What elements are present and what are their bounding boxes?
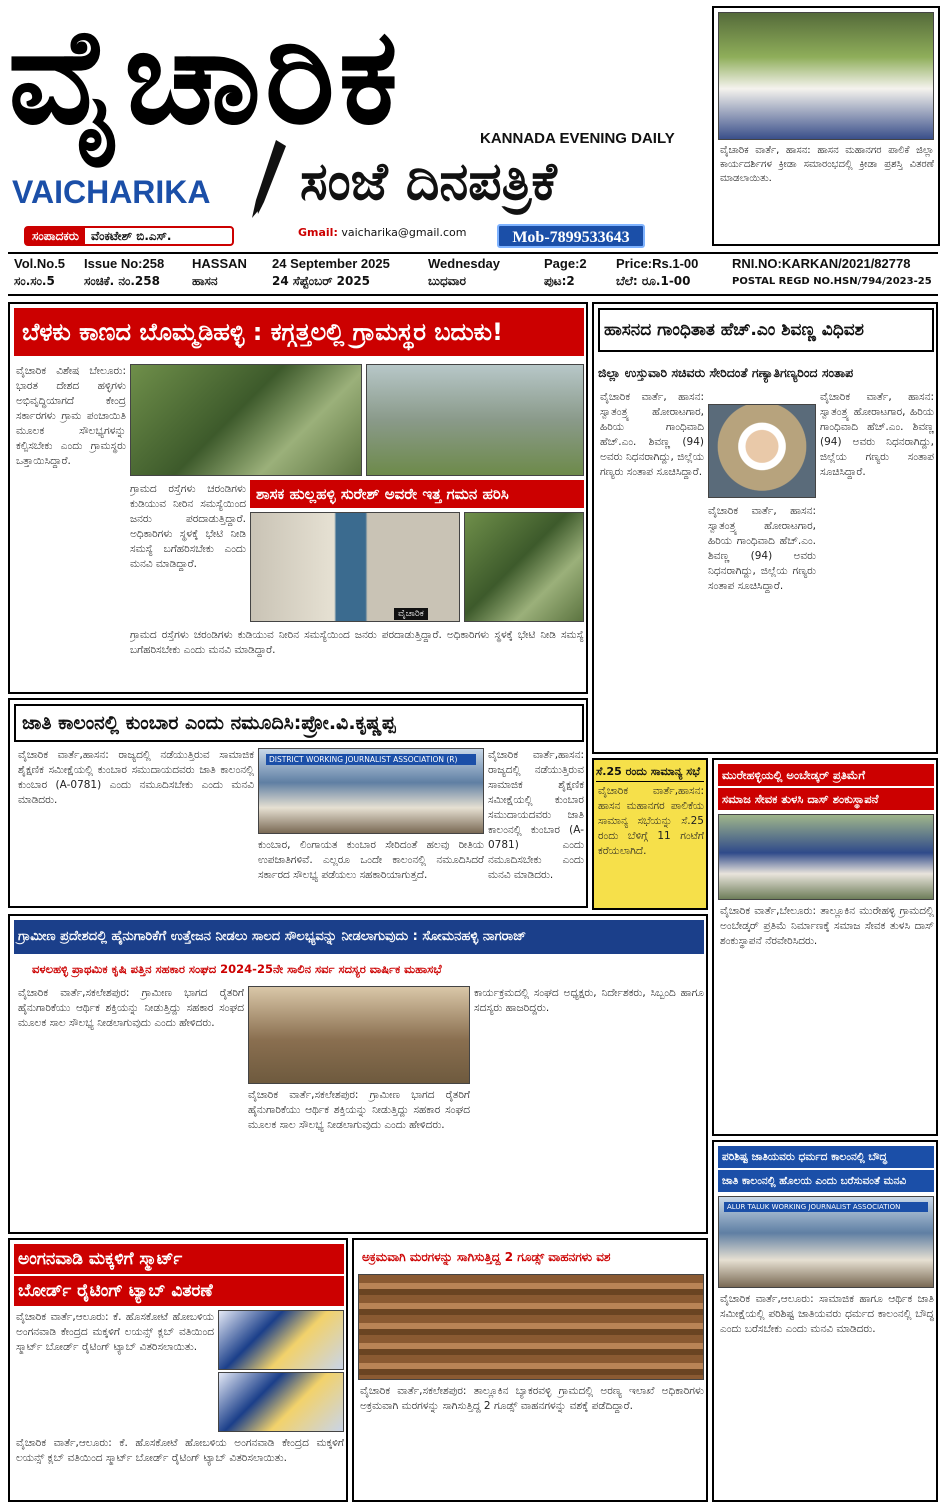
article-dairy (8, 914, 708, 1234)
a1-text-bottom: ಗ್ರಾಮದ ರಸ್ತೆಗಳು ಚರಂಡಿಗಳು ಕುಡಿಯುವ ನೀರಿನ ಸಮಸ್ಯೆಯಿಂದ ಜನರು ಪರದಾಡುತ್ತಿದ್ದಾರೆ. ಅಧಿಕಾರಿಗಳು ಸ್ಥಳಕ್ಕೆ ಭೇಟಿ ನೀಡಿ ಸಮಸ್ಯೆ ಬಗೆಹರಿಸಬೇಕು ಎಂದು ಮನವಿ ಮಾಡಿದ್ದಾರೆ. (130, 629, 584, 656)
masthead-tagline-english: KANNADA EVENING DAILY (480, 130, 675, 147)
article-bommadihalli (8, 302, 588, 694)
top-photo-caption: ವೈಚಾರಿಕ ವಾರ್ತೆ, ಹಾಸನ: ಹಾಸನ ಮಹಾನಗರ ಪಾಲಿಕೆ ಜಿಲ್ಲಾ ಕಾರ್ಯದರ್ಶಿಗಳ ಕ್ರೀಡಾ ಸಮಾರಂಭದಲ್ಲಿ ಕ್ರೀಡಾ ಪ್ರಶಸ್ತಿ ವಿತರಣೆ ಮಾಡಲಾಯಿತು. (720, 145, 934, 184)
a8-text: ವೈಚಾರಿಕ ವಾರ್ತೆ,ಸಕಲೇಶಪುರ: ತಾಲ್ಲೂಕಿನ ಬ್ಯಾಕರವಳ್ಳಿ ಗ್ರಾಮದಲ್ಲಿ ಅರಣ್ಯ ಇಲಾಖೆ ಅಧಿಕಾರಿಗಳು ಅಕ್ರಮವಾಗಿ ಮರಗಳನ್ನು ಸಾಗಿಸುತ್ತಿದ್ದ 2 ಗೂಡ್ಸ್ ವಾಹನಗಳನ್ನು ವಶಕ್ಕೆ ಪಡೆದಿದ್ದಾರೆ. (360, 1385, 704, 1412)
a1-photo-logo: ವೈಚಾರಿಕ (394, 608, 428, 620)
info-postal: POSTAL REGD NO.HSN/794/2023-25 (732, 276, 932, 287)
info-day: Wednesday (428, 256, 501, 271)
info-price-kn: ಬೆಲೆ: ರೂ.1-00 (616, 274, 691, 288)
article-timber (352, 1238, 708, 1502)
a4-notice-text: ವೈಚಾರಿಕ ವಾರ್ತೆ,ಹಾಸನ: ಹಾಸನ ಮಹಾನಗರ ಪಾಲಿಕೆಯ ಸಾಮಾನ್ಯ ಸಭೆಯನ್ನು ಸೆ.25 ರಂದು ಬೆಳಿಗ್ಗೆ 11 ಗಂಟೆಗೆ ಕರೆಯಲಾಗಿದೆ. (598, 785, 704, 857)
a1-headline: ಬೆಳಕು ಕಾಣದ ಬೊಮ್ಮಡಿಹಳ್ಳಿ : ಕಗ್ಗತ್ತಲಲ್ಲಿ ಗ್ರಾಮಸ್ಥರ ಬದುಕು! (14, 308, 584, 356)
a8-headline: ಅಕ್ರಮವಾಗಿ ಮರಗಳನ್ನು ಸಾಗಿಸುತ್ತಿದ್ದ 2 ಗೂಡ್ಸ್ ವಾಹನಗಳು ವಶ (358, 1244, 704, 1270)
a1-field-photo (464, 512, 584, 622)
info-issue: Issue No:258 (84, 256, 165, 271)
info-place-kn: ಹಾಸನ (192, 274, 218, 288)
info-day-kn: ಬುಧವಾರ (428, 274, 466, 288)
a2-headline: ಹಾಸನದ ಗಾಂಧಿತಾತ ಹೆಚ್.ಎಂ ಶಿವಣ್ಣ ವಿಧಿವಶ (598, 308, 934, 352)
info-date-kn: 24 ಸೆಪ್ಟೆಂಬರ್ 2025 (272, 274, 371, 288)
a6-text-right: ಕಾರ್ಯಕ್ರಮದಲ್ಲಿ ಸಂಘದ ಅಧ್ಯಕ್ಷರು, ನಿರ್ದೇಶಕರು, ಸಿಬ್ಬಂದಿ ಹಾಗೂ ಸದಸ್ಯರು ಹಾಜರಿದ್ದರು. (474, 987, 704, 1014)
a7-photo-2 (218, 1372, 344, 1432)
a7-photo-1 (218, 1310, 344, 1370)
masthead-title: ವೈಚಾರಿಕ (8, 0, 403, 154)
mobile-badge: Mob-7899533643 (497, 224, 645, 248)
info-price: Price:Rs.1-00 (616, 256, 699, 271)
info-vol-kn: ಸಂ.ಸಂ.5 (14, 274, 55, 288)
gmail-address[interactable]: vaicharika@gmail.com (337, 226, 467, 239)
a6-subhead: ವಳಲಹಳ್ಳಿ ಪ್ರಾಥಮಿಕ ಕೃಷಿ ಪತ್ತಿನ ಸಹಕಾರ ಸಂಘದ 2024-25ನೇ ಸಾಲಿನ ಸರ್ವ ಸದಸ್ಯರ ವಾರ್ಷಿಕ ಮಹಾಸಭೆ (32, 962, 442, 976)
info-place: HASSAN (192, 256, 247, 271)
masthead-tagline-kannada: ಸಂಜೆ ದಿನಪತ್ರಿಕೆ (300, 151, 557, 212)
info-page-kn: ಪುಟ:2 (544, 274, 575, 288)
a1-text-mid: ಗ್ರಾಮದ ರಸ್ತೆಗಳು ಚರಂಡಿಗಳು ಕುಡಿಯುವ ನೀರಿನ ಸಮಸ್ಯೆಯಿಂದ ಜನರು ಪರದಾಡುತ್ತಿದ್ದಾರೆ. ಅಧಿಕಾರಿಗಳು ಸ್ಥಳಕ್ಕೆ ಭೇಟಿ ನೀಡಿ ಸಮಸ್ಯೆ ಬಗೆಹರಿಸಬೇಕು ಎಂದು ಮನವಿ ಮಾಡಿದ್ದಾರೆ. (130, 483, 246, 570)
a5-ribbon-photo (718, 814, 934, 900)
a2-text-mid: ವೈಚಾರಿಕ ವಾರ್ತೆ, ಹಾಸನ: ಸ್ವಾತಂತ್ರ್ಯ ಹೋರಾಟಗಾರ, ಹಿರಿಯ ಗಾಂಧಿವಾದಿ ಹೆಚ್.ಎಂ. ಶಿವಣ್ಣ (94) ಅವರು ನಿಧನರಾಗಿದ್ದು, ಜಿಲ್ಲೆಯ ಗಣ್ಯರು ಸಂತಾಪ ಸೂಚಿಸಿದ್ದಾರೆ. (708, 505, 816, 592)
a9-headline-2: ಜಾತಿ ಕಾಲಂನಲ್ಲಿ ಹೊಲಯ ಎಂದು ಬರೆಸುವಂತೆ ಮನವಿ (718, 1170, 934, 1192)
a3-text-right: ವೈಚಾರಿಕ ವಾರ್ತೆ,ಹಾಸನ: ರಾಜ್ಯದಲ್ಲಿ ನಡೆಯುತ್ತಿರುವ ಸಾಮಾಜಿಕ ಶೈಕ್ಷಣಿಕ ಸಮೀಕ್ಷೆಯಲ್ಲಿ ಕುಂಬಾರ ಸಮುದಾಯದವರು ಜಾತಿ ಕಾಲಂನಲ್ಲಿ ಕುಂಬಾರ (A-0781) ಎಂದು ನಮೂದಿಸಬೇಕು ಎಂದು ಮನವಿ ಮಾಡಿದರು. (488, 749, 584, 881)
gmail-label: Gmail: (298, 226, 338, 239)
info-page: Page:2 (544, 256, 587, 271)
a1-subhead: ಶಾಸಕ ಹುಲ್ಲಹಳ್ಳಿ ಸುರೇಶ್ ಅವರೇ ಇತ್ತ ಗಮನ ಹರಿಸಿ (250, 480, 584, 508)
a5-text: ವೈಚಾರಿಕ ವಾರ್ತೆ,ಬೇಲೂರು: ತಾಲ್ಲೂಕಿನ ಮುರೇಹಳ್ಳಿ ಗ್ರಾಮದಲ್ಲಿ ಅಂಬೇಡ್ಕರ್ ಪ್ರತಿಮೆ ನಿರ್ಮಾಣಕ್ಕೆ ಸಮಾಜ ಸೇವಕ ತುಳಸಿ ದಾಸ್ ಶಂಕುಸ್ಥಾಪನೆ ನೆರವೇರಿಸಿದರು. (720, 905, 934, 947)
a5-headline-2: ಸಮಾಜ ಸೇವಕ ತುಳಸಿ ದಾಸ್ ಶಂಕುಸ್ಥಾಪನೆ (718, 788, 934, 810)
a2-text-left: ವೈಚಾರಿಕ ವಾರ್ತೆ, ಹಾಸನ: ಸ್ವಾತಂತ್ರ್ಯ ಹೋರಾಟಗಾರ, ಹಿರಿಯ ಗಾಂಧಿವಾದಿ ಹೆಚ್.ಎಂ. ಶಿವಣ್ಣ (94) ಅವರು ನಿಧನರಾಗಿದ್ದು, ಜಿಲ್ಲೆಯ ಗಣ್ಯರು ಸಂತಾಪ ಸೂಚಿಸಿದ್ದಾರೆ. (600, 391, 704, 478)
info-issue-kn: ಸಂಚಿಕೆ. ನಂ.258 (84, 274, 160, 288)
a7-headline-2: ಬೋರ್ಡ್ ರೈಟಿಂಗ್ ಟ್ಯಾಬ್ ವಿತರಣೆ (14, 1276, 344, 1306)
editor-tag: ಸಂಪಾದಕರು (26, 228, 85, 244)
a3-text-left: ವೈಚಾರಿಕ ವಾರ್ತೆ,ಹಾಸನ: ರಾಜ್ಯದಲ್ಲಿ ನಡೆಯುತ್ತಿರುವ ಸಾಮಾಜಿಕ ಶೈಕ್ಷಣಿಕ ಸಮೀಕ್ಷೆಯಲ್ಲಿ ಕುಂಬಾರ ಸಮುದಾಯದವರು ಜಾತಿ ಕಾಲಂನಲ್ಲಿ ಕುಂಬಾರ (A-0781) ಎಂದು ನಮೂದಿಸಬೇಕು ಎಂದು ಮನವಿ ಮಾಡಿದರು. (18, 749, 254, 806)
a5-headline-1: ಮುರೇಹಳ್ಳಿಯಲ್ಲಿ ಅಂಬೇಡ್ಕರ್ ಪ್ರತಿಮೆಗೆ (718, 764, 934, 786)
a6-text-left: ವೈಚಾರಿಕ ವಾರ್ತೆ,ಸಕಲೇಶಪುರ: ಗ್ರಾಮೀಣ ಭಾಗದ ರೈತರಿಗೆ ಹೈನುಗಾರಿಕೆಯು ಆರ್ಥಿಕ ಶಕ್ತಿಯನ್ನು ನೀಡುತ್ತಿದ್ದು ಸಹಕಾರ ಸಂಘದ ಮೂಲಕ ಸಾಲ ಸೌಲಭ್ಯ ನೀಡಲಾಗುವುದು ಎಂದು ಹೇಳಿದರು. (18, 987, 244, 1029)
gmail-line (298, 226, 466, 239)
a9-headline-1: ಪರಿಶಿಷ್ಟ ಜಾತಿಯವರು ಧರ್ಮದ ಕಾಲಂನಲ್ಲಿ ಬೌದ್ಧ (718, 1146, 934, 1168)
editor-name: ವೆಂಕಟೇಶ್ ಬಿ.ಎಸ್. (90, 229, 172, 243)
a3-banner: DISTRICT WORKING JOURNALIST ASSOCIATION (R) (266, 754, 476, 765)
a2-portrait (708, 404, 816, 498)
top-photo-frame (712, 6, 940, 246)
award-photo (718, 12, 934, 140)
a3-text-bottom: ಕುಂಬಾರ, ಲಿಂಗಾಯತ ಕುಂಬಾರ ಸೇರಿದಂತೆ ಹಲವು ರೀತಿಯ ಉಪಜಾತಿಗಳಿವೆ. ಎಲ್ಲರೂ ಒಂದೇ ಕಾಲಂನಲ್ಲಿ ನಮೂದಿಸಿದರೆ ಸರ್ಕಾರದ ಸೌಲಭ್ಯ ಪಡೆಯಲು ಸಹಕಾರಿಯಾಗುತ್ತದೆ. (258, 839, 484, 881)
a1-house-photo (250, 512, 460, 622)
a7-headline-1: ಅಂಗನವಾಡಿ ಮಕ್ಕಳಿಗೆ ಸ್ಮಾರ್ಟ್ (14, 1244, 344, 1274)
article-murehalli (712, 758, 938, 1136)
a7-text-left: ವೈಚಾರಿಕ ವಾರ್ತೆ,ಆಲೂರು: ಕೆ. ಹೊಸಕೋಟೆ ಹೋಬಳಿಯ ಅಂಗನವಾಡಿ ಕೇಂದ್ರದ ಮಕ್ಕಳಿಗೆ ಲಯನ್ಸ್ ಕ್ಲಬ್ ವತಿಯಿಂದ ಸ್ಮಾರ್ಟ್ ಬೋರ್ಡ್ ರೈಟಿಂಗ್ ಟ್ಯಾಬ್ ವಿತರಿಸಲಾಯಿತು. (16, 1311, 214, 1353)
a6-meeting-photo (248, 986, 470, 1084)
a8-officers-photo (358, 1274, 704, 1380)
a1-road-photo (130, 364, 362, 476)
a6-text-mid: ವೈಚಾರಿಕ ವಾರ್ತೆ,ಸಕಲೇಶಪುರ: ಗ್ರಾಮೀಣ ಭಾಗದ ರೈತರಿಗೆ ಹೈನುಗಾರಿಕೆಯು ಆರ್ಥಿಕ ಶಕ್ತಿಯನ್ನು ನೀಡುತ್ತಿದ್ದು ಸಹಕಾರ ಸಂಘದ ಮೂಲಕ ಸಾಲ ಸೌಲಭ್ಯ ನೀಡಲಾಗುವುದು ಎಂದು ಹೇಳಿದರು. (248, 1089, 470, 1131)
info-date: 24 September 2025 (272, 256, 390, 271)
info-rule (8, 294, 938, 296)
a7-text-bottom: ವೈಚಾರಿಕ ವಾರ್ತೆ,ಆಲೂರು: ಕೆ. ಹೊಸಕೋಟೆ ಹೋಬಳಿಯ ಅಂಗನವಾಡಿ ಕೇಂದ್ರದ ಮಕ್ಕಳಿಗೆ ಲಯನ್ಸ್ ಕ್ಲಬ್ ವತಿಯಿಂದ ಸ್ಮಾರ್ಟ್ ಬೋರ್ಡ್ ರೈಟಿಂಗ್ ಟ್ಯಾಬ್ ವಿತರಿಸಲಾಯಿತು. (16, 1437, 344, 1464)
article-notice (592, 758, 708, 910)
article-anganwadi (8, 1238, 348, 1502)
a9-text: ವೈಚಾರಿಕ ವಾರ್ತೆ,ಆಲೂರು: ಸಾಮಾಜಿಕ ಹಾಗೂ ಆರ್ಥಿಕ ಜಾತಿ ಸಮೀಕ್ಷೆಯಲ್ಲಿ ಪರಿಶಿಷ್ಟ ಜಾತಿಯವರು ಧರ್ಮದ ಕಾಲಂನಲ್ಲಿ ಬೌದ್ಧ ಎಂದು ಬರೆಸಬೇಕು ಎಂದು ಮನವಿ ಮಾಡಿದರು. (720, 1293, 934, 1335)
a6-headline: ಗ್ರಾಮೀಣ ಪ್ರದೇಶದಲ್ಲಿ ಹೈನುಗಾರಿಕೆಗೆ ಉತ್ತೇಜನ ನೀಡಲು ಸಾಲದ ಸೌಲಭ್ಯವನ್ನು ನೀಡಲಾಗುವುದು : ಸೋಮನಹಳ್ಳಿ ನಾಗರಾಜ್ (14, 920, 704, 954)
a3-headline: ಜಾತಿ ಕಾಲಂನಲ್ಲಿ ಕುಂಬಾರ ಎಂದು ನಮೂದಿಸಿ:ಪ್ರೋ.ವಿ.ಕೃಷ್ಣಪ್ಪ (14, 704, 584, 742)
a1-text: ವೈಚಾರಿಕ ವಿಶೇಷ ಬೇಲೂರು: ಭಾರತ ದೇಶದ ಹಳ್ಳಿಗಳು ಅಭಿವೃದ್ಧಿಯಾಗದೆ ಕೇಂದ್ರ ಸರ್ಕಾರಗಳು ಗ್ರಾಮ ಪಂಚಾಯಿತಿ ಮೂಲಕ ಸೌಲಭ್ಯಗಳನ್ನು ಕಲ್ಪಿಸಬೇಕು ಎಂದು ಗ್ರಾಮಸ್ಥರು ಒತ್ತಾಯಿಸಿದ್ದಾರೆ. (16, 365, 126, 467)
a2-text-right: ವೈಚಾರಿಕ ವಾರ್ತೆ, ಹಾಸನ: ಸ್ವಾತಂತ್ರ್ಯ ಹೋರಾಟಗಾರ, ಹಿರಿಯ ಗಾಂಧಿವಾದಿ ಹೆಚ್.ಎಂ. ಶಿವಣ್ಣ (94) ಅವರು ನಿಧನರಾಗಿದ್ದು, ಜಿಲ್ಲೆಯ ಗಣ್ಯರು ಸಂತಾಪ ಸೂಚಿಸಿದ್ದಾರೆ. (820, 391, 934, 478)
info-rni: RNI.NO:KARKAN/2021/82778 (732, 256, 911, 271)
masthead-english-title: VAICHARIKA (12, 174, 211, 210)
article-shivanna (592, 302, 938, 754)
editor-badge (24, 226, 234, 246)
a9-banner: ALUR TALUK WORKING JOURNALIST ASSOCIATION (724, 1202, 928, 1212)
a2-subhead: ಜಿಲ್ಲಾ ಉಸ್ತುವಾರಿ ಸಚಿವರು ಸೇರಿದಂತೆ ಗಣ್ಯಾತಿಗಣ್ಯರಿಂದ ಸಂತಾಪ (598, 365, 854, 380)
top-rule (8, 252, 938, 254)
a1-water-photo (366, 364, 584, 476)
article-kumbara (8, 698, 588, 908)
info-vol: Vol.No.5 (14, 256, 66, 271)
a4-notice-title: ಸೆ.25 ರಂದು ಸಾಮಾನ್ಯ ಸಭೆ (596, 762, 704, 782)
article-buddha (712, 1140, 938, 1502)
pen-icon (252, 140, 286, 218)
